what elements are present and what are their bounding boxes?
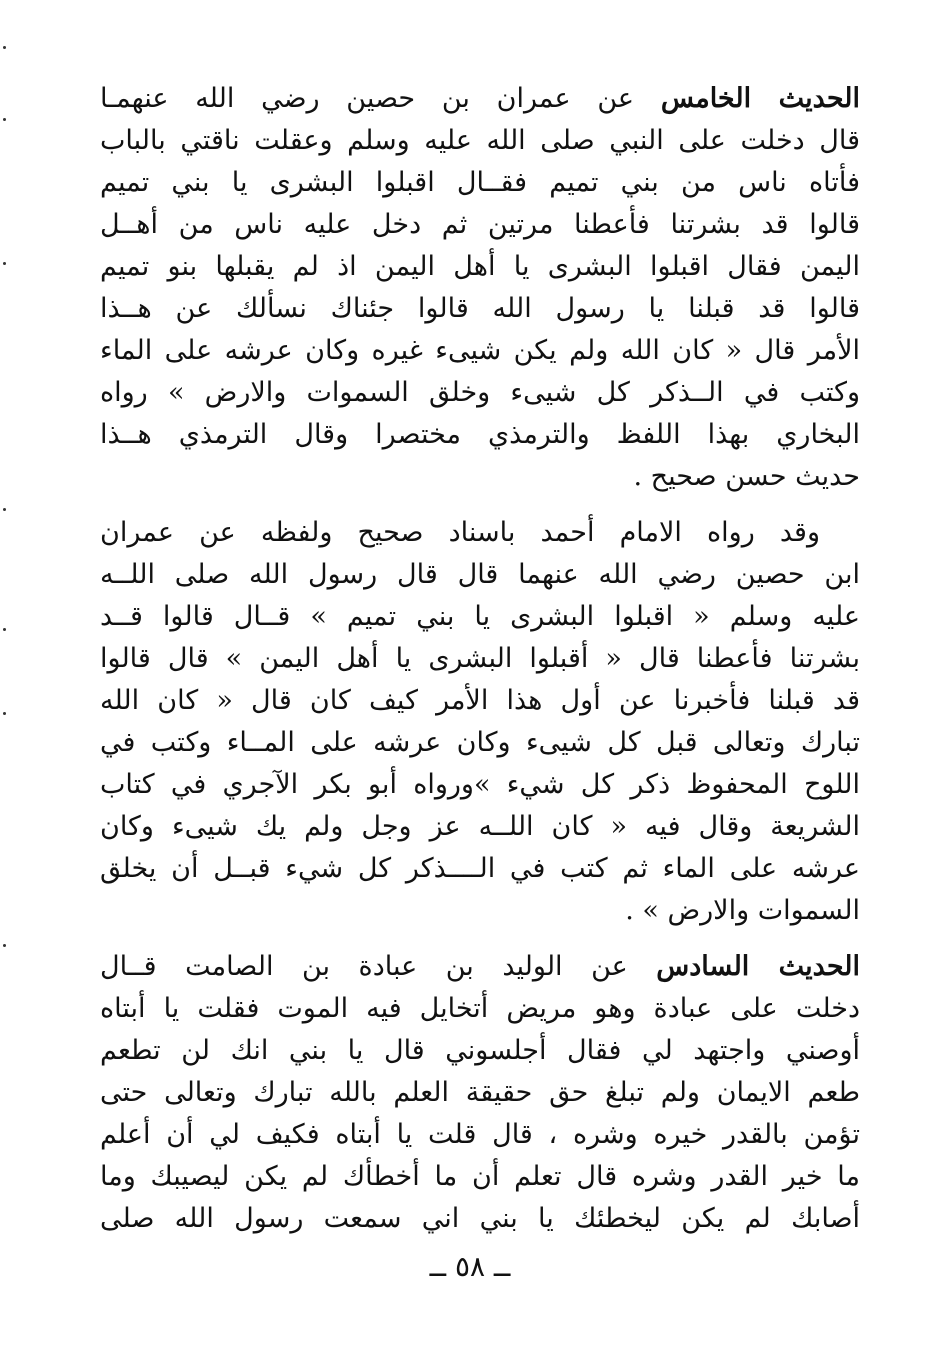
text-line: تبارك وتعالى قبل كل شيىء وكان عرشه على المــاء وكتب في <box>100 727 860 758</box>
text-line: ابن حصين رضي الله عنهما قال قال رسول الله صلى اللــه <box>100 559 860 590</box>
text-line-rest: وقد رواه الامام أحمد باسناد صحيح ولفظه عن عمران <box>100 517 820 548</box>
text-line: قد قبلنا فأخبرنا عن أول هذا الأمر كيف كان قال « كان الله <box>100 685 860 716</box>
text-line: طعم الايمان ولم تبلغ حق حقيقة العلم بالله تبارك وتعالى حتى <box>100 1077 860 1108</box>
hadith-heading: الحديث السادس <box>656 951 860 982</box>
text-line: تؤمن بالقدر خيره وشره ، قال قلت يا أبتاه فكيف لي أن أعلم <box>100 1119 860 1150</box>
text-line: البخاري بهذا اللفظ والترمذي مختصرا وقال الترمذي هــذا <box>100 419 860 450</box>
margin-speck <box>3 46 6 49</box>
text-line: السموات والارض » . <box>625 895 860 926</box>
text-line-rest: عن عمران بن حصين رضي الله عنهمـا <box>100 83 661 114</box>
text-line: حديث حسن صحيح . <box>633 461 860 492</box>
page-number: ــ ٥٨ ــ <box>429 1250 511 1283</box>
margin-speck <box>3 712 6 715</box>
margin-speck <box>3 508 6 511</box>
margin-speck <box>3 628 6 631</box>
page-text <box>100 78 860 1254</box>
paragraph-ahmad-narration <box>100 512 860 932</box>
margin-speck <box>3 262 6 265</box>
paragraph-hadith-5 <box>100 78 860 498</box>
text-line: الشريعة وقال فيه « كان اللــه عز وجل ولم يك شيىء وكان <box>100 811 860 842</box>
text-line-rest: عن الوليد بن عبادة بن الصامت قــال <box>100 951 657 982</box>
text-line: دخلت على عبادة وهو مريض أتخايل فيه الموت فقلت يا أبتاه <box>100 993 860 1024</box>
margin-speck <box>3 944 6 947</box>
text-line: قالوا قد قبلنا يا رسول الله قالوا جئناك نسألك عن هــذا <box>100 293 860 324</box>
text-line: قالوا قد بشرتنا فأعطنا مرتين ثم دخل عليه ناس من أهــل <box>100 209 860 240</box>
paragraph-hadith-6 <box>100 946 860 1240</box>
text-line: ما خير القدر وشره قال تعلم أن ما أخطأك لم يكن ليصيبك وما <box>100 1161 860 1192</box>
text-line: فأتاه ناس من بني تميم فقــال اقبلوا البشرى يا بني تميم <box>100 167 860 198</box>
text-line: بشرتنا فأعطنا قال « أقبلوا البشرى يا أهل اليمن » قال قالوا <box>100 643 860 674</box>
text-line <box>100 512 860 554</box>
text-line: اللوح المحفوظ ذكر كل شيء »ورواه أبو بكر الآجري في كتاب <box>100 769 860 800</box>
text-line: الأمر قال « كان الله ولم يكن شيىء غيره وكان عرشه على الماء <box>100 335 860 366</box>
text-line <box>100 78 860 120</box>
text-line: أصابك لم يكن ليخطئك يا بني اني سمعت رسول الله صلى <box>100 1203 860 1234</box>
text-line: قال دخلت على النبي صلى الله عليه وسلم وعقلت ناقتي بالباب <box>100 125 860 156</box>
text-line: اليمن فقال اقبلوا البشرى يا أهل اليمن اذ لم يقبلها بنو تميم <box>100 251 860 282</box>
text-line: وكتب في الــذكر كل شيىء وخلق السموات والارض » رواه <box>100 377 860 408</box>
margin-speck <box>3 118 6 121</box>
text-line: أوصني واجتهد لي فقال أجلسوني قال يا بني انك لن تطعم <box>100 1035 860 1066</box>
hadith-heading: الحديث الخامس <box>660 83 860 114</box>
text-line: عرشه على الماء ثم كتب في الــــذكر كل شيء قبــل أن يخلق <box>100 853 860 884</box>
text-line <box>100 946 860 988</box>
text-line: عليه وسلم « اقبلوا البشرى يا بني تميم » قــال قالوا قــد <box>100 601 860 632</box>
